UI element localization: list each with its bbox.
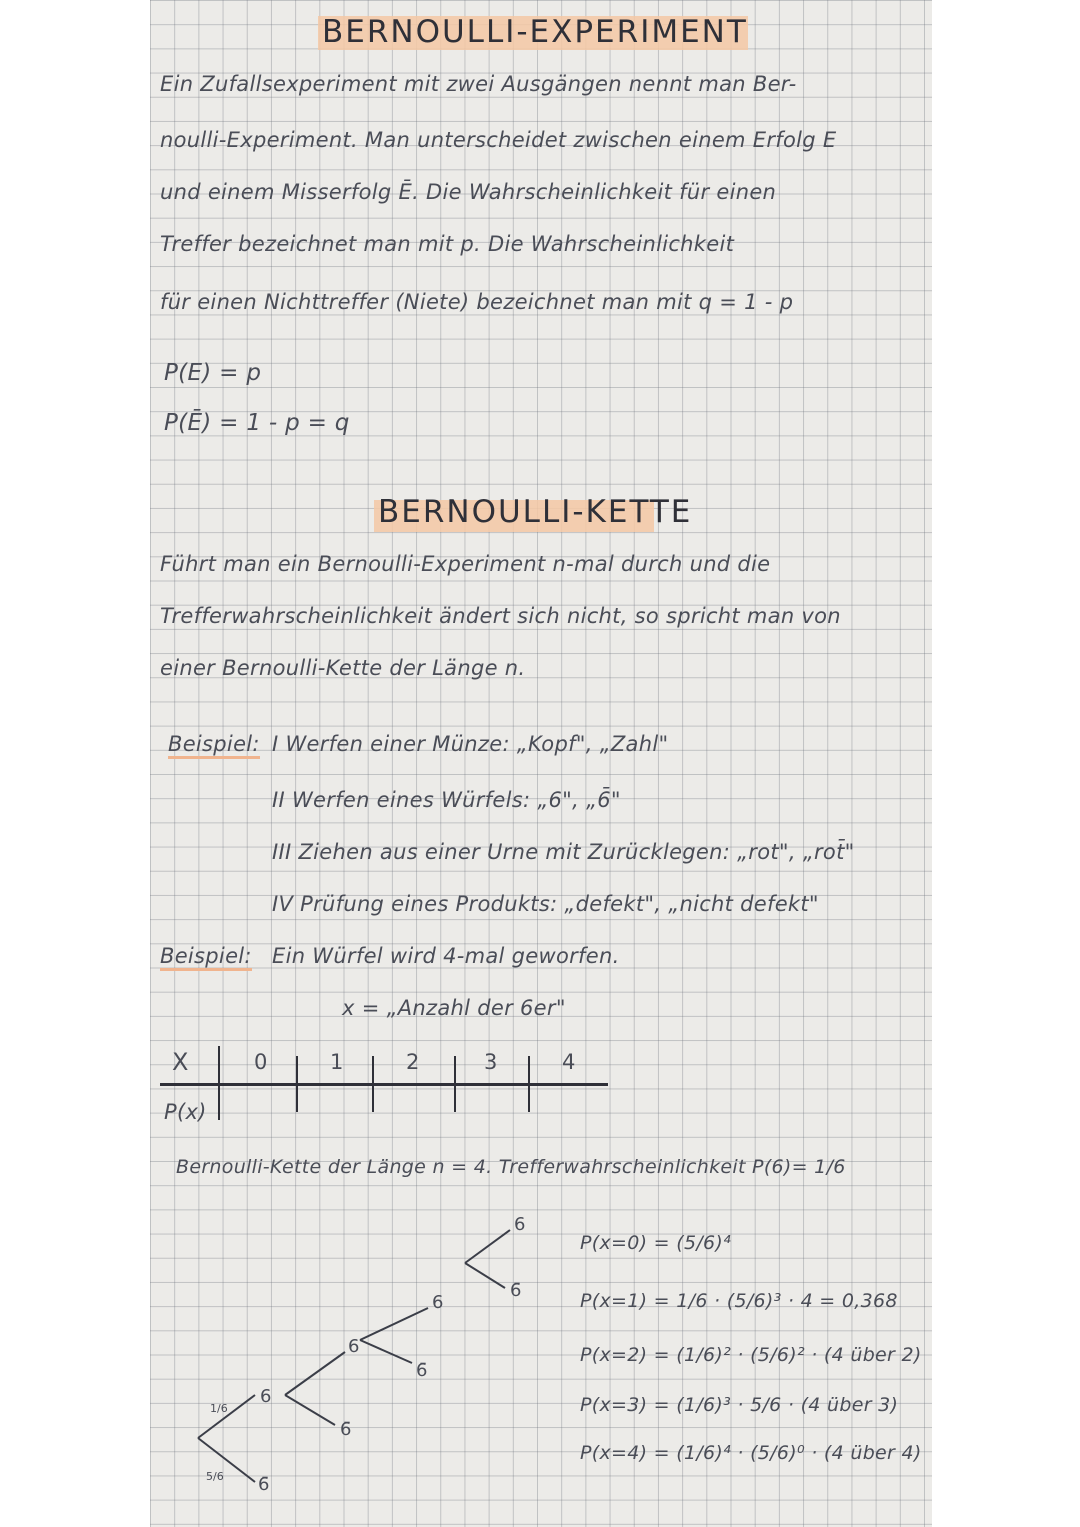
table-cell: 2 — [406, 1050, 420, 1074]
example-label: Beispiel: — [160, 944, 252, 971]
tree-node-hit: 6 — [514, 1214, 526, 1235]
tree-branch — [285, 1352, 345, 1395]
example-item: III Ziehen aus einer Urne mit Zurücklegen: „rot", „rot̄" — [272, 840, 855, 864]
tree-node-miss: 6̄ — [510, 1280, 522, 1301]
section-title-kette: BERNOULLI-KETTE — [378, 494, 693, 530]
table-cell: 0 — [254, 1050, 268, 1074]
example-item: IV Prüfung eines Produkts: „defekt", „nicht defekt" — [272, 892, 819, 916]
formula: P(Ē) = 1 - p = q — [164, 410, 350, 436]
probability-formula: P(x=4) = (1/6)⁴ · (5/6)⁰ · (4 über 4) — [580, 1442, 922, 1464]
table-cell: 4 — [562, 1050, 576, 1074]
text-line: einer Bernoulli-Kette der Länge n. — [160, 656, 526, 680]
random-variable-definition: x = „Anzahl der 6er" — [342, 996, 566, 1020]
example-item: II Werfen eines Würfels: „6", „6̄" — [272, 788, 621, 812]
probability-formula: P(x=1) = 1/6 · (5/6)³ · 4 = 0,368 — [580, 1290, 898, 1312]
table-divider-vertical — [454, 1056, 456, 1112]
tree-branch — [465, 1263, 505, 1288]
probability-formula: P(x=2) = (1/6)² · (5/6)² · (4 über 2) — [580, 1344, 922, 1366]
tree-branch-prob-miss: 5/6 — [206, 1470, 224, 1483]
tree-node-miss: 6̄ — [340, 1419, 352, 1440]
tree-branch — [360, 1308, 428, 1340]
table-divider-vertical — [218, 1046, 220, 1120]
tree-branch — [285, 1395, 335, 1425]
tree-branch-prob-hit: 1/6 — [210, 1402, 228, 1415]
probability-formula: P(x=3) = (1/6)³ · 5/6 · (4 über 3) — [580, 1394, 899, 1416]
tree-node-miss: 6̄ — [258, 1474, 270, 1495]
table-divider-vertical — [528, 1056, 530, 1112]
text-line: Treffer bezeichnet man mit p. Die Wahrscheinlichkeit — [160, 232, 735, 256]
text-line: Führt man ein Bernoulli-Experiment n-mal durch und die — [160, 552, 771, 576]
probability-formula: P(x=0) = (5/6)⁴ — [580, 1232, 732, 1254]
table-cell: 3 — [484, 1050, 498, 1074]
example-text: Ein Würfel wird 4-mal geworfen. — [272, 944, 620, 968]
chain-caption: Bernoulli-Kette der Länge n = 4. Trefferwahrscheinlichkeit P(6)= 1/6 — [176, 1156, 846, 1178]
tree-node-hit: 6 — [432, 1292, 444, 1313]
tree-node-hit: 6 — [260, 1386, 272, 1407]
tree-branch — [465, 1230, 510, 1263]
probability-tree-diagram — [150, 1190, 570, 1527]
tree-branch — [360, 1340, 412, 1363]
text-line: Trefferwahrscheinlichkeit ändert sich nicht, so spricht man von — [160, 604, 841, 628]
table-divider-vertical — [296, 1056, 298, 1112]
table-divider-horizontal — [160, 1083, 608, 1086]
table-cell: 1 — [330, 1050, 344, 1074]
formula: P(E) = p — [164, 360, 262, 386]
section-title-experiment: BERNOULLI-EXPERIMENT — [322, 14, 748, 50]
text-line: und einem Misserfolg Ē. Die Wahrscheinlichkeit für einen — [160, 180, 777, 204]
tree-node-miss: 6̄ — [416, 1360, 428, 1381]
table-divider-vertical — [372, 1056, 374, 1112]
text-line: für einen Nichttreffer (Niete) bezeichnet man mit q = 1 - p — [160, 290, 794, 314]
table-row-label-px: P(x) — [164, 1100, 207, 1124]
text-line: noulli-Experiment. Man unterscheidet zwischen einem Erfolg E — [160, 128, 837, 152]
table-row-label-x: X — [172, 1048, 189, 1076]
text-line: Ein Zufallsexperiment mit zwei Ausgängen nennt man Ber- — [160, 72, 797, 96]
tree-node-hit: 6 — [348, 1336, 360, 1357]
example-item: I Werfen einer Münze: „Kopf", „Zahl" — [272, 732, 669, 756]
example-label: Beispiel: — [168, 732, 260, 759]
